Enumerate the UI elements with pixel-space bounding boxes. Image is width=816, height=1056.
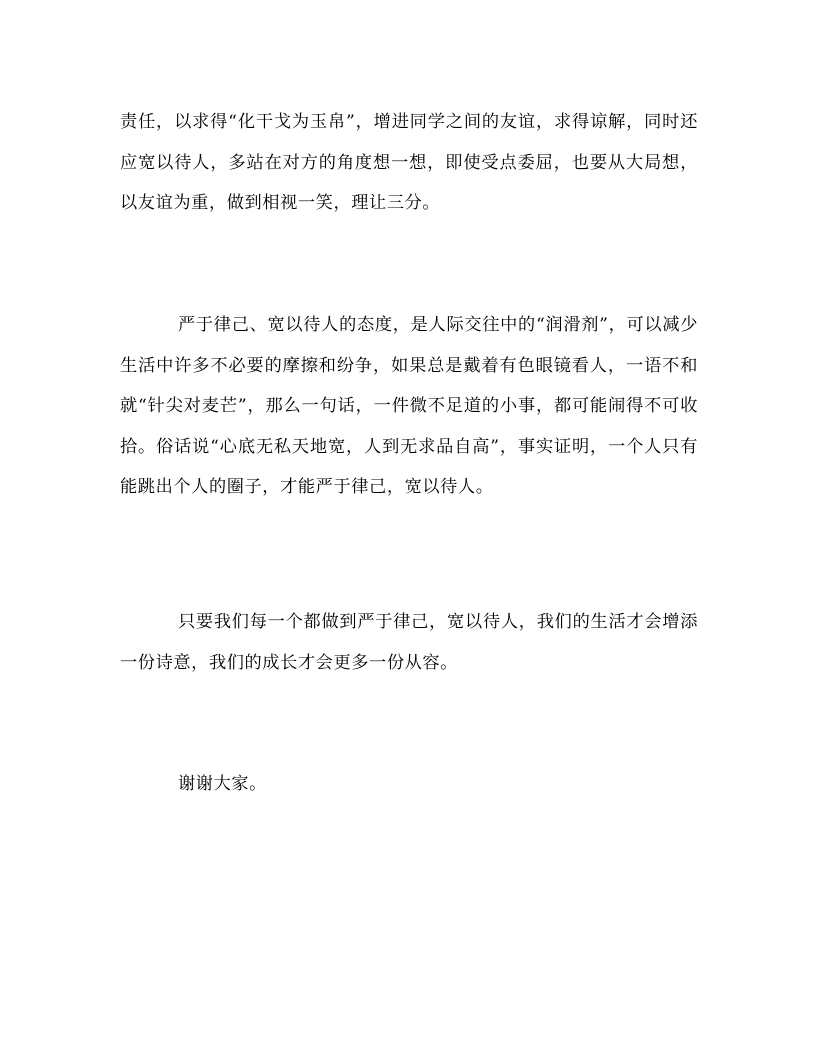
paragraph-attitude: 严于律己、宽以待人的态度，是人际交往中的“润滑剂”，可以减少生活中许多不必要的摩擦和纷争，如果总是戴着有色眼镜看人，一语不和就“针尖对麦芒”，那么一句话，一件微不足道的小事，都可能闹得不可收拾。俗话说“心底无私天地宽，人到无求品自高”，事实证明，一个人只有能跳出个人的圈子，才能严于律己，宽以待人。 (120, 315, 698, 497)
paragraph-continuation: 责任，以求得“化干戈为玉帛”，增进同学之间的友谊，求得谅解，同时还应宽以待人，多站在对方的角度想一想，即使受点委屈，也要从大局想，以友谊为重，做到相视一笑，理让三分。 (120, 112, 698, 213)
paragraph-conclusion: 只要我们每一个都做到严于律己，宽以待人，我们的生活才会增添一份诗意，我们的成长才会更多一份从容。 (120, 612, 698, 673)
paragraph-thanks: 谢谢大家。 (178, 774, 267, 794)
